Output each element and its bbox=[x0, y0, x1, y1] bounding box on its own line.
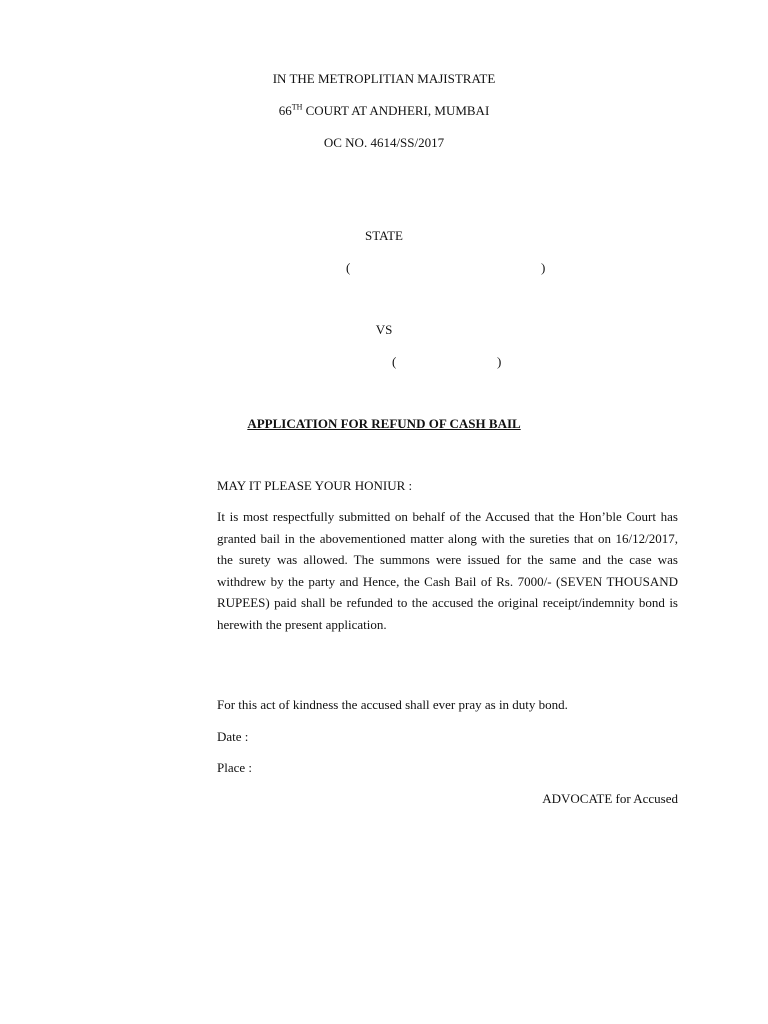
accused-close-paren: ) bbox=[497, 354, 502, 369]
advocate-signature: ADVOCATE for Accused bbox=[542, 791, 678, 806]
complainant-details bbox=[0, 260, 768, 276]
court-number bbox=[0, 103, 768, 119]
court-number-superscript: TH bbox=[291, 102, 303, 112]
court-name: IN THE METROPLITIAN MAJISTRATE bbox=[272, 71, 496, 86]
prayer-line: For this act of kindness the accused shall ever pray as in duty bond. bbox=[217, 697, 568, 712]
court-number-suffix: COURT AT ANDHERI, MUMBAI bbox=[302, 103, 490, 118]
date-label: Date : bbox=[217, 729, 249, 744]
place-label: Place : bbox=[217, 760, 253, 775]
body-paragraph: It is most respectfully submitted on behalf of the Accused that the Hon’ble Court has granted bail in the abovementioned matter along with the sureties that on 16/12/2017, the surety was allowed. The summons were issued for the same and the case was withdrew by the party and Hence, the Cash Bail of Rs. 7000/- (SEVEN THOUSAND RUPEES) paid shall be refunded to the accused the original receipt/indemnity bond is herewith the present application. bbox=[217, 509, 678, 632]
accused-open-paren: ( bbox=[392, 354, 397, 369]
complainant-open-paren: ( bbox=[346, 260, 351, 275]
case-number: OC NO. 4614/SS/2017 bbox=[323, 135, 445, 150]
complainant-close-paren: ) bbox=[541, 260, 546, 275]
court-number-prefix: 66 bbox=[278, 103, 292, 118]
versus-label: VS bbox=[375, 322, 393, 337]
accused-details bbox=[0, 354, 768, 370]
salutation: MAY IT PLEASE YOUR HONIUR : bbox=[217, 478, 413, 493]
complainant-name: STATE bbox=[365, 228, 403, 243]
document-title: APPLICATION FOR REFUND OF CASH BAIL bbox=[247, 416, 521, 431]
